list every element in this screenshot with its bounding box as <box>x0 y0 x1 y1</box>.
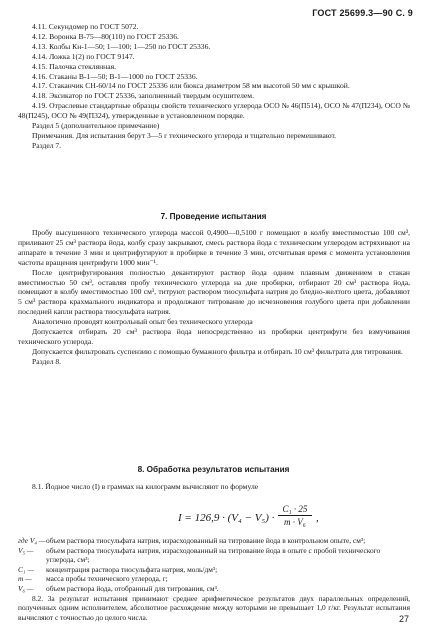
list-item: 4.11. Секундомер по ГОСТ 5072. <box>32 22 139 31</box>
definition-row <box>18 546 410 565</box>
list-item: 4.18. Эксикатор по ГОСТ 25336, заполненный твердым осушителем. <box>32 91 254 101</box>
definition-symbol: C₁ — <box>18 564 34 574</box>
paragraph: Аналогично проводят контрольный опыт без технического углерода <box>32 317 253 327</box>
note-paragraph: Примечания. Для испытания берут 3—5 г технического углерода и тщательно перемешивают. <box>32 130 337 140</box>
formula-lhs: I = 126,9 · (V₄ − V₅) · <box>178 512 275 524</box>
list-item: 4.17. Стаканчик СН-60/14 по ГОСТ 25336 или бюкса диаметром 58 мм высотой 50 мм с крышкой. <box>32 81 350 91</box>
iodine-number-formula <box>150 504 350 534</box>
section-7-body <box>18 228 410 367</box>
paragraph-8-2: 8.2. За результат испытания принимают среднее арифметическое результатов двух параллельных определений, полученных одним исполнителем, абсолютное расхождение между которыми не превышает 1,0 г/кг. Результат испытания вычисляют с точностью до целого числа. <box>18 593 410 622</box>
definition-row <box>18 565 410 575</box>
definition-row <box>18 574 410 584</box>
list-item: 4.14. Ложка 1(2) по ГОСТ 9147. <box>32 51 135 61</box>
paragraph: Допускается фильтровать суспензию с помощью бумажного фильтра и отбирать 10 см³ фильтрата для титрования. <box>32 346 403 356</box>
definition-text: масса пробы технического углерода, г; <box>46 574 168 584</box>
definition-row <box>18 536 410 546</box>
paragraph: 8.1. Йодное число (I) в граммах на килограмм вычисляют по формуле <box>32 482 259 491</box>
section-8-title: 8. Обработка результатов испытания <box>137 465 290 474</box>
page-header: ГОСТ 25699.3—90 С. 9 <box>312 8 413 18</box>
section-7-ref: Раздел 7. <box>32 140 62 150</box>
formula-fraction <box>278 504 312 527</box>
definition-symbol: m — <box>18 574 32 584</box>
list-item: 4.15. Палочка стеклянная. <box>32 61 116 71</box>
section-8-intro <box>18 482 410 492</box>
definition-row <box>18 584 410 594</box>
list-item: 4.13. Колбы Кн-1—50; 1—100; 1—250 по ГОСТ 25336. <box>32 41 211 51</box>
section-7-title: 7. Проведение испытания <box>160 212 267 221</box>
definition-symbol: где V₄ — <box>18 536 46 545</box>
list-item: 4.12. Воронка В-75—80(110) по ГОСТ 25336. <box>32 31 179 41</box>
list-item-419: 4.19. Отраслевые стандартные образцы свойств технического углерода ОСО № 46(П514), ОСО № 47(П234), ОСО № 48(П245), ОСО № 49(П324), утвержденные в установленном порядке. <box>18 101 410 121</box>
section-5-note: Раздел 5 (дополнительное примечание) <box>32 121 160 131</box>
variable-definitions <box>18 536 410 622</box>
formula-tail: , <box>316 512 319 524</box>
list-item: 4.16. Стаканы В-1—50; В-1—1000 по ГОСТ 25336. <box>32 71 198 81</box>
definition-text: концентрация раствора тиосульфата натрия, моль/дм³; <box>46 564 218 574</box>
paragraph: Допускается отбирать 20 см³ раствора йода непосредственно из пробирки центрифуги без взмучивания технического углерода. <box>18 327 410 346</box>
section-8-ref: Раздел 8. <box>32 356 62 366</box>
page-number: 27 <box>398 614 409 624</box>
definition-text: объем раствора тиосульфата натрия, израсходованный на титрование йода в контрольном опыте, см³; <box>46 536 366 545</box>
paragraph: После центрифугирования полностью декантируют раствор йода одним плавным движением в стакан вместимостью 50 см³, оставляя пробу технического углерода на дне пробирки, отбирают 20 см³ раствора йода, помещают в колбу вместимостью 100 см³, титруют раствором тиосульфата натрия до бледно-желтого цвета, добавляют 5 см³ раствора крахмального индикатора и продолжают титрование до исчезновения голубого цвета при добавлении последней капли раствора тиосульфата натрия. <box>18 267 410 317</box>
definition-text: объем раствора тиосульфата натрия, израсходованный на титрование йода в опыте с пробой технического углерода, см³; <box>46 545 381 565</box>
equipment-list <box>18 22 410 151</box>
definition-symbol: V₅ — <box>18 545 34 555</box>
formula-denominator: m · V₆ <box>284 517 306 527</box>
formula-numerator: C₁ · 25 <box>278 504 312 516</box>
paragraph: Пробу высушенного технического углерода массой 0,4900—0,5100 г помещают в колбу вместимостью 100 см³, приливают 25 см³ раствора йода, колбу сразу закрывают, смесь раствора йода с техническим углеродом встряхивают на аппарате в течение 3 мин и центрифугируют в пробирке в течение 3 мин, отсчитывая время с момента установления частоты вращения центрифуги 1000 мин⁻¹. <box>18 228 410 267</box>
definition-text: объем раствора йода, отобранный для титрования, см³. <box>46 583 219 593</box>
definition-symbol: V₆ — <box>18 583 34 593</box>
